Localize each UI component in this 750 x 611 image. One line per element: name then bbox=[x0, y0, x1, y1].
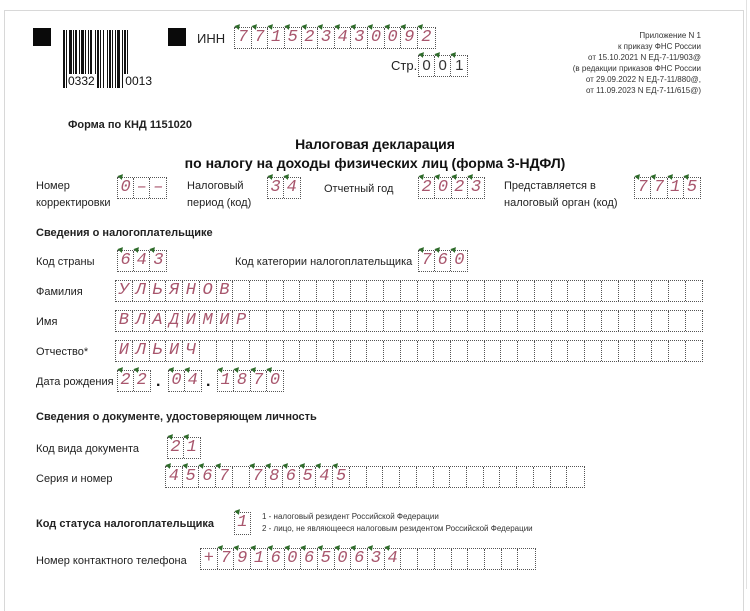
input-cell[interactable]: 7 bbox=[235, 28, 252, 48]
input-cell[interactable] bbox=[300, 311, 317, 331]
input-cell[interactable]: М bbox=[200, 311, 217, 331]
input-cell[interactable]: Л bbox=[133, 341, 150, 361]
alignment-marker-left bbox=[33, 28, 51, 46]
input-cell[interactable] bbox=[485, 311, 502, 331]
input-cell[interactable]: 6 bbox=[118, 251, 134, 271]
input-cell[interactable]: 0 bbox=[267, 371, 283, 391]
input-cell[interactable]: 0 bbox=[451, 251, 467, 271]
appendix-line: от 11.09.2023 N ЕД-7-11/615@) bbox=[585, 86, 701, 95]
input-cell[interactable]: 5 bbox=[318, 549, 335, 569]
input-cell[interactable]: 6 bbox=[301, 549, 318, 569]
input-cell[interactable]: 5 bbox=[333, 467, 350, 487]
birth-date-label: Дата рождения bbox=[36, 376, 114, 388]
input-cell[interactable] bbox=[450, 467, 467, 487]
taxpayer-section-title: Сведения о налогоплательщике bbox=[36, 227, 213, 239]
input-cell[interactable]: Р bbox=[233, 311, 250, 331]
input-cell[interactable] bbox=[317, 311, 334, 331]
input-cell[interactable]: 0 bbox=[118, 178, 134, 198]
input-cell[interactable]: 2 bbox=[452, 178, 468, 198]
input-cell[interactable] bbox=[686, 341, 703, 361]
appendix-line: к приказу ФНС России bbox=[617, 42, 701, 51]
input-cell[interactable] bbox=[401, 549, 418, 569]
input-cell[interactable]: 0 bbox=[368, 28, 385, 48]
input-cell[interactable] bbox=[384, 281, 401, 301]
input-cell[interactable]: 4 bbox=[316, 467, 333, 487]
input-cell[interactable]: 0 bbox=[419, 56, 435, 76]
input-cell[interactable] bbox=[517, 467, 534, 487]
document-section-title: Сведения о документе, удостоверяющем личность bbox=[36, 411, 317, 423]
input-cell[interactable]: 7 bbox=[651, 178, 667, 198]
input-cell[interactable]: 6 bbox=[199, 467, 216, 487]
input-cell[interactable] bbox=[384, 311, 401, 331]
input-cell[interactable]: 9 bbox=[401, 28, 418, 48]
input-cell[interactable] bbox=[317, 281, 334, 301]
input-cell[interactable]: 4 bbox=[185, 371, 201, 391]
input-cell[interactable]: 4 bbox=[134, 251, 150, 271]
input-cell[interactable] bbox=[418, 311, 435, 331]
input-cell[interactable]: 5 bbox=[285, 28, 302, 48]
input-cell[interactable]: Д bbox=[166, 311, 183, 331]
tax-authority-label-line1: Представляется в bbox=[504, 180, 596, 192]
input-cell[interactable]: И bbox=[116, 341, 133, 361]
input-cell[interactable] bbox=[284, 281, 301, 301]
status-code-field[interactable] bbox=[234, 512, 251, 535]
input-cell[interactable] bbox=[284, 311, 301, 331]
input-cell[interactable] bbox=[501, 281, 518, 301]
input-cell[interactable] bbox=[686, 281, 703, 301]
input-cell[interactable]: 2 bbox=[168, 438, 184, 458]
input-cell[interactable]: 7 bbox=[250, 467, 267, 487]
input-cell[interactable] bbox=[267, 281, 284, 301]
page-title: Налоговая декларация bbox=[295, 136, 455, 152]
inn-label: ИНН bbox=[197, 31, 226, 46]
input-cell[interactable] bbox=[367, 467, 384, 487]
series-number-field[interactable] bbox=[165, 466, 585, 488]
input-cell[interactable]: 0 bbox=[285, 549, 302, 569]
input-cell[interactable]: 7 bbox=[252, 28, 269, 48]
input-cell[interactable] bbox=[417, 467, 434, 487]
input-cell[interactable]: В bbox=[217, 281, 234, 301]
input-cell[interactable] bbox=[250, 311, 267, 331]
input-cell[interactable] bbox=[284, 341, 301, 361]
input-cell[interactable] bbox=[400, 467, 417, 487]
input-cell[interactable] bbox=[200, 341, 217, 361]
input-cell[interactable] bbox=[217, 341, 234, 361]
input-cell[interactable] bbox=[585, 311, 602, 331]
input-cell[interactable]: И bbox=[217, 311, 234, 331]
input-cell[interactable] bbox=[452, 549, 469, 569]
input-cell[interactable]: 3 bbox=[468, 178, 484, 198]
input-cell[interactable]: 9 bbox=[234, 549, 251, 569]
input-cell[interactable]: Н bbox=[183, 281, 200, 301]
input-cell[interactable] bbox=[401, 341, 418, 361]
input-cell[interactable]: – bbox=[134, 178, 150, 198]
input-cell[interactable] bbox=[351, 281, 368, 301]
input-cell[interactable] bbox=[500, 467, 517, 487]
input-cell[interactable] bbox=[669, 341, 686, 361]
input-cell[interactable] bbox=[367, 311, 384, 331]
barcode bbox=[63, 30, 156, 88]
input-cell[interactable] bbox=[434, 311, 451, 331]
tax-period-label bbox=[187, 179, 251, 210]
correction-number-field[interactable] bbox=[117, 177, 167, 199]
input-cell[interactable] bbox=[435, 549, 452, 569]
input-cell[interactable] bbox=[467, 467, 484, 487]
input-cell[interactable] bbox=[602, 311, 619, 331]
input-cell[interactable] bbox=[451, 281, 468, 301]
input-cell[interactable] bbox=[451, 311, 468, 331]
phone-label: Номер контактного телефона bbox=[36, 555, 187, 567]
form-code: Форма по КНД 1151020 bbox=[68, 119, 193, 131]
input-cell[interactable] bbox=[567, 467, 584, 487]
input-cell[interactable]: 0 bbox=[385, 28, 402, 48]
input-cell[interactable] bbox=[568, 281, 585, 301]
input-cell[interactable] bbox=[484, 467, 501, 487]
input-cell[interactable] bbox=[551, 467, 568, 487]
name-field[interactable] bbox=[115, 310, 703, 332]
input-cell[interactable]: 4 bbox=[385, 549, 402, 569]
input-cell[interactable] bbox=[300, 341, 317, 361]
input-cell[interactable]: 1 bbox=[251, 549, 268, 569]
input-cell[interactable] bbox=[602, 341, 619, 361]
doc-code-label: Код вида документа bbox=[36, 443, 139, 455]
input-cell[interactable]: 7 bbox=[216, 467, 233, 487]
alignment-marker-right bbox=[168, 28, 186, 46]
input-cell[interactable]: 1 bbox=[218, 371, 234, 391]
input-cell[interactable] bbox=[468, 281, 485, 301]
appendix-note bbox=[520, 30, 701, 96]
input-cell[interactable]: 7 bbox=[419, 251, 435, 271]
status-option-2: 2 - лицо, не являющееся налоговым резидентом Российской Федерации bbox=[262, 524, 533, 533]
input-cell[interactable] bbox=[317, 341, 334, 361]
input-cell[interactable]: 5 bbox=[183, 467, 200, 487]
input-cell[interactable] bbox=[434, 467, 451, 487]
input-cell[interactable] bbox=[652, 311, 669, 331]
input-cell[interactable] bbox=[501, 311, 518, 331]
input-cell[interactable] bbox=[434, 281, 451, 301]
input-cell[interactable] bbox=[384, 341, 401, 361]
input-cell[interactable] bbox=[418, 341, 435, 361]
input-cell[interactable] bbox=[267, 311, 284, 331]
scrollbar-edge bbox=[746, 0, 747, 589]
input-cell[interactable] bbox=[485, 549, 502, 569]
page-label: Стр. bbox=[391, 58, 418, 73]
input-cell[interactable]: 1 bbox=[268, 28, 285, 48]
input-cell[interactable]: О bbox=[200, 281, 217, 301]
input-cell[interactable] bbox=[585, 281, 602, 301]
input-cell[interactable] bbox=[351, 311, 368, 331]
input-cell[interactable] bbox=[418, 281, 435, 301]
input-cell[interactable]: 1 bbox=[451, 56, 467, 76]
input-cell[interactable]: 3 bbox=[368, 549, 385, 569]
input-cell[interactable]: 5 bbox=[684, 178, 700, 198]
correction-label bbox=[36, 179, 111, 210]
input-cell[interactable]: А bbox=[150, 311, 167, 331]
input-cell[interactable] bbox=[350, 467, 367, 487]
input-cell[interactable] bbox=[619, 281, 636, 301]
tax-period-field[interactable] bbox=[267, 177, 301, 199]
patronymic-label: Отчество* bbox=[36, 346, 89, 358]
input-cell[interactable]: 4 bbox=[284, 178, 300, 198]
input-cell[interactable] bbox=[534, 467, 551, 487]
input-cell[interactable]: 2 bbox=[302, 28, 319, 48]
report-year-label: Отчетный год bbox=[324, 183, 394, 195]
input-cell[interactable] bbox=[535, 281, 552, 301]
patronymic-field[interactable] bbox=[115, 340, 703, 362]
input-cell[interactable] bbox=[502, 549, 519, 569]
input-cell[interactable]: Ч bbox=[183, 341, 200, 361]
input-cell[interactable]: Я bbox=[166, 281, 183, 301]
input-cell[interactable] bbox=[652, 281, 669, 301]
input-cell[interactable] bbox=[401, 311, 418, 331]
input-cell[interactable]: 6 bbox=[435, 251, 451, 271]
input-cell[interactable]: 3 bbox=[318, 28, 335, 48]
input-cell[interactable] bbox=[669, 311, 686, 331]
input-cell[interactable] bbox=[250, 281, 267, 301]
input-cell[interactable] bbox=[250, 341, 267, 361]
input-cell[interactable]: 7 bbox=[635, 178, 651, 198]
input-cell[interactable]: 3 bbox=[351, 28, 368, 48]
input-cell[interactable] bbox=[518, 281, 535, 301]
input-cell[interactable]: 1 bbox=[184, 438, 200, 458]
input-cell[interactable] bbox=[518, 311, 535, 331]
input-cell[interactable]: 0 bbox=[435, 56, 451, 76]
input-cell[interactable] bbox=[401, 281, 418, 301]
input-cell[interactable] bbox=[635, 311, 652, 331]
input-cell[interactable] bbox=[334, 281, 351, 301]
status-options bbox=[262, 511, 533, 535]
input-cell[interactable]: 7 bbox=[218, 549, 235, 569]
input-cell[interactable]: Л bbox=[133, 281, 150, 301]
input-cell[interactable]: 5 bbox=[300, 467, 317, 487]
appendix-line: от 15.10.2021 N ЕД-7-11/903@ bbox=[588, 53, 701, 62]
birth-year-field[interactable] bbox=[217, 370, 284, 392]
input-cell[interactable]: 4 bbox=[335, 28, 352, 48]
report-year-field[interactable] bbox=[418, 177, 485, 199]
input-cell[interactable]: И bbox=[166, 341, 183, 361]
input-cell[interactable] bbox=[468, 311, 485, 331]
surname-field[interactable] bbox=[115, 280, 703, 302]
input-cell[interactable]: 7 bbox=[251, 371, 267, 391]
input-cell[interactable] bbox=[485, 341, 502, 361]
input-cell[interactable] bbox=[535, 341, 552, 361]
input-cell[interactable] bbox=[300, 281, 317, 301]
input-cell[interactable] bbox=[468, 549, 485, 569]
barcode-number-1: 0332 bbox=[68, 74, 95, 88]
input-cell[interactable]: 1 bbox=[235, 513, 250, 534]
appendix-line: Приложение N 1 bbox=[639, 31, 701, 40]
birth-day-field[interactable] bbox=[117, 370, 151, 392]
input-cell[interactable]: 2 bbox=[419, 178, 435, 198]
input-cell[interactable] bbox=[686, 311, 703, 331]
input-cell[interactable]: 0 bbox=[169, 371, 185, 391]
input-cell[interactable] bbox=[334, 341, 351, 361]
input-cell[interactable] bbox=[434, 341, 451, 361]
input-cell[interactable] bbox=[233, 341, 250, 361]
input-cell[interactable]: В bbox=[116, 311, 133, 331]
input-cell[interactable] bbox=[652, 341, 669, 361]
input-cell[interactable]: У bbox=[116, 281, 133, 301]
input-cell[interactable] bbox=[602, 281, 619, 301]
input-cell[interactable]: 1 bbox=[668, 178, 684, 198]
input-cell[interactable]: 6 bbox=[268, 549, 285, 569]
input-cell[interactable]: 2 bbox=[118, 371, 134, 391]
input-cell[interactable] bbox=[669, 281, 686, 301]
input-cell[interactable]: Ь bbox=[150, 341, 167, 361]
category-code-field[interactable] bbox=[418, 250, 468, 272]
input-cell[interactable] bbox=[367, 341, 384, 361]
input-cell[interactable] bbox=[468, 341, 485, 361]
country-code-field[interactable] bbox=[117, 250, 167, 272]
input-cell[interactable] bbox=[451, 341, 468, 361]
input-cell[interactable]: 6 bbox=[283, 467, 300, 487]
input-cell[interactable]: – bbox=[153, 178, 164, 197]
input-cell[interactable]: И bbox=[183, 311, 200, 331]
tax-authority-field[interactable] bbox=[634, 177, 701, 199]
input-cell[interactable]: + bbox=[201, 549, 218, 569]
input-cell[interactable]: 0 bbox=[435, 178, 451, 198]
input-cell[interactable]: 2 bbox=[418, 28, 435, 48]
input-cell[interactable] bbox=[568, 341, 585, 361]
status-code-label: Код статуса налогоплательщика bbox=[36, 518, 215, 530]
input-cell[interactable] bbox=[552, 341, 569, 361]
date-separator: . bbox=[206, 373, 211, 390]
phone-field[interactable] bbox=[200, 548, 536, 570]
inn-field[interactable] bbox=[234, 27, 436, 49]
input-cell[interactable]: Ь bbox=[150, 281, 167, 301]
correction-label-line1: Номер bbox=[36, 180, 70, 192]
category-code-label: Код категории налогоплательщика bbox=[235, 256, 413, 268]
input-cell[interactable]: 8 bbox=[266, 467, 283, 487]
input-cell[interactable]: Л bbox=[133, 311, 150, 331]
input-cell[interactable] bbox=[635, 281, 652, 301]
input-cell[interactable] bbox=[535, 311, 552, 331]
barcode-numbers bbox=[67, 74, 153, 88]
input-cell[interactable] bbox=[552, 281, 569, 301]
input-cell[interactable] bbox=[233, 281, 250, 301]
tax-authority-label bbox=[504, 179, 618, 210]
country-code-label: Код страны bbox=[36, 256, 95, 268]
input-cell[interactable] bbox=[585, 341, 602, 361]
input-cell[interactable]: 8 bbox=[234, 371, 250, 391]
input-cell[interactable] bbox=[619, 341, 636, 361]
input-cell[interactable]: 3 bbox=[268, 178, 284, 198]
tax-period-label-line2: период (код) bbox=[187, 197, 252, 209]
input-cell[interactable] bbox=[383, 467, 400, 487]
doc-code-field[interactable] bbox=[167, 437, 201, 459]
barcode-number-2: 0013 bbox=[125, 74, 152, 88]
appendix-line: от 29.09.2022 N ЕД-7-11/880@, bbox=[585, 75, 701, 84]
page-number-field[interactable] bbox=[418, 55, 468, 77]
input-cell[interactable]: 3 bbox=[150, 251, 166, 271]
input-cell[interactable]: 2 bbox=[134, 371, 150, 391]
input-cell[interactable] bbox=[334, 311, 351, 331]
input-cell[interactable] bbox=[518, 341, 535, 361]
surname-label: Фамилия bbox=[36, 286, 83, 298]
input-cell[interactable]: 4 bbox=[166, 467, 183, 487]
date-separator: . bbox=[156, 373, 161, 390]
tax-period-label-line1: Налоговый bbox=[187, 180, 244, 192]
appendix-line: (в редакции приказов ФНС России bbox=[572, 64, 701, 73]
input-cell[interactable] bbox=[267, 341, 284, 361]
birth-month-field[interactable] bbox=[168, 370, 202, 392]
input-cell[interactable]: 6 bbox=[351, 549, 368, 569]
tax-authority-label-line2: налоговый орган (код) bbox=[504, 197, 618, 209]
input-cell[interactable] bbox=[619, 311, 636, 331]
input-cell[interactable] bbox=[552, 311, 569, 331]
input-cell[interactable] bbox=[418, 549, 435, 569]
input-cell[interactable] bbox=[518, 549, 535, 569]
input-cell[interactable] bbox=[501, 341, 518, 361]
input-cell[interactable] bbox=[233, 467, 250, 487]
input-cell[interactable]: 0 bbox=[335, 549, 352, 569]
input-cell[interactable] bbox=[568, 311, 585, 331]
name-label: Имя bbox=[36, 316, 58, 328]
series-number-label: Серия и номер bbox=[36, 473, 113, 485]
input-cell[interactable] bbox=[485, 281, 502, 301]
input-cell[interactable] bbox=[635, 341, 652, 361]
status-option-1: 1 - налоговый резидент Российской Федерации bbox=[262, 512, 439, 521]
page-subtitle: по налогу на доходы физических лиц (форма 3-НДФЛ) bbox=[184, 155, 566, 171]
input-cell[interactable] bbox=[351, 341, 368, 361]
input-cell[interactable] bbox=[367, 281, 384, 301]
correction-label-line2: корректировки bbox=[36, 197, 111, 209]
